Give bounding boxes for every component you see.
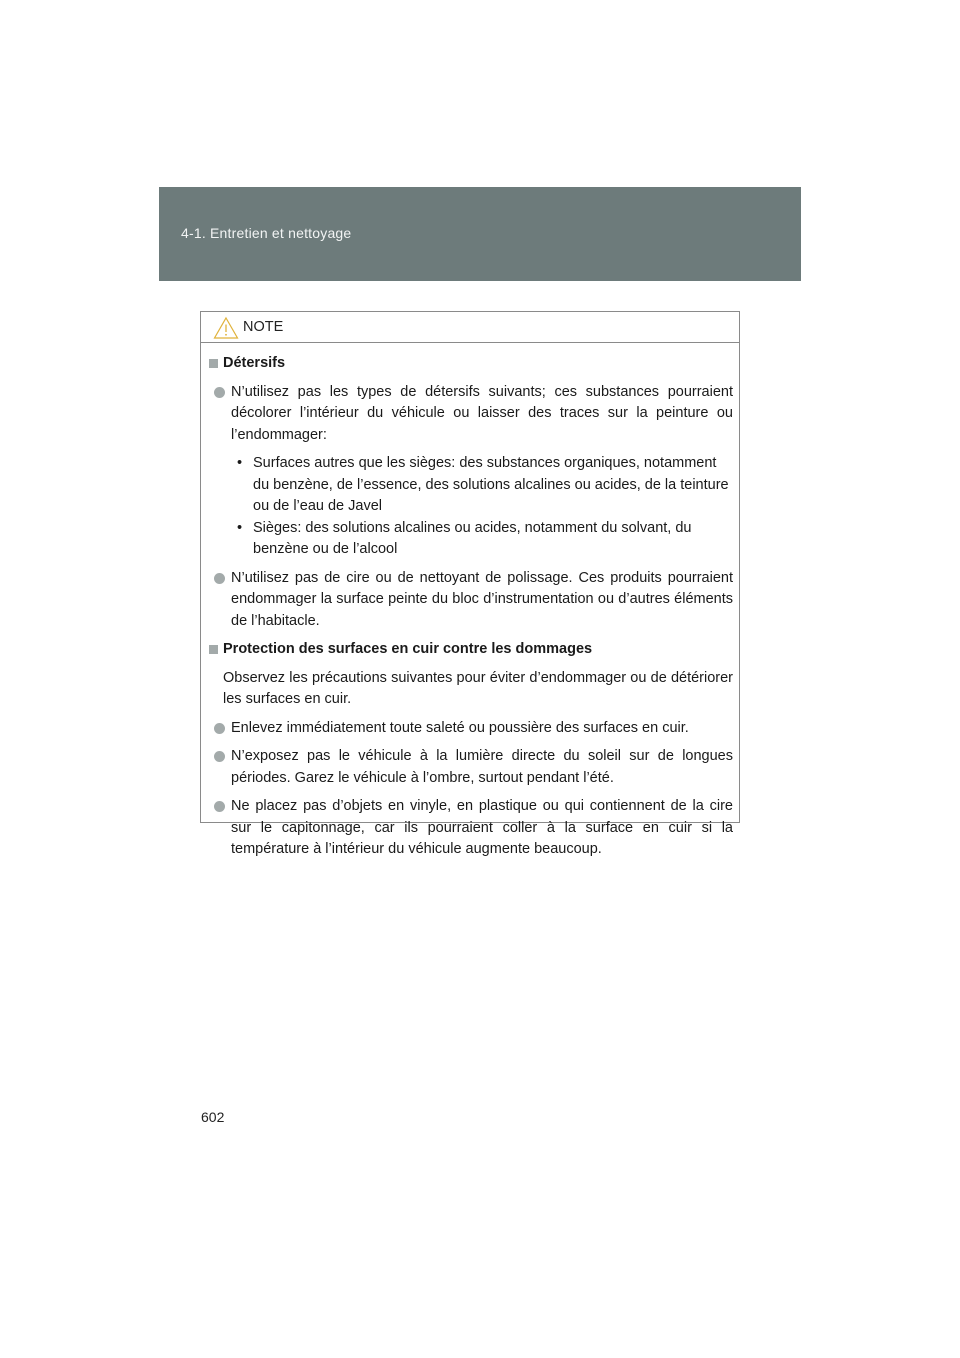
note-box	[200, 311, 740, 857]
round-bullet-icon	[214, 723, 225, 734]
section-heading-cuir: Protection des surfaces en cuir contre les dommages	[209, 639, 733, 661]
sub-list-item: • Surfaces autres que les sièges: des substances organiques, notamment du benzène, de l’essence, des solutions alcalines ou acides, de la teinture ou de l’eau de Javel	[237, 455, 729, 514]
bullet-dot-icon: •	[237, 455, 243, 471]
round-bullet-icon	[214, 387, 225, 398]
sub-list-item: • Sièges: des solutions alcalines ou acides, notamment du solvant, du benzène ou de l’alcool	[237, 519, 692, 557]
section-intro: Observez les précautions suivantes pour éviter d’endommager ou de détériorer les surfaces en cuir.	[223, 669, 733, 707]
note-header	[201, 312, 739, 343]
section-header	[159, 187, 801, 281]
list-item: N’exposez pas le véhicule à la lumière directe du soleil sur de longues périodes. Garez le véhicule à l’ombre, surtout pendant l’été.	[209, 746, 733, 789]
note-label: NOTE	[243, 319, 284, 335]
note-body	[201, 343, 739, 861]
square-bullet-icon	[209, 645, 218, 654]
list-item: N’utilisez pas les types de détersifs suivants; ces substances pourraient décolorer l’intérieur du véhicule ou laisser des traces sur la peinture ou l’endommager:	[209, 382, 733, 447]
section-title: 4-1. Entretien et nettoyage	[181, 225, 352, 241]
warning-triangle-icon	[213, 316, 239, 340]
list-item: Enlevez immédiatement toute saleté ou poussière des surfaces en cuir.	[209, 718, 733, 740]
list-item: N’utilisez pas de cire ou de nettoyant de polissage. Ces produits pourraient endommager la surface peinte du bloc d’instrumentation ou d’autres éléments de l’habitacle.	[209, 568, 733, 633]
round-bullet-icon	[214, 573, 225, 584]
round-bullet-icon	[214, 751, 225, 762]
square-bullet-icon	[209, 359, 218, 368]
round-bullet-icon	[214, 801, 225, 812]
section-heading-detersifs: Détersifs	[209, 353, 733, 375]
list-item: Ne placez pas d’objets en vinyle, en plastique ou qui contiennent de la cire sur le capitonnage, car ils pourraient coller à la surface en cuir si la température à l’intérieur du véhicule augmente beaucoup.	[209, 796, 733, 861]
page-number: 602	[201, 1109, 225, 1125]
bullet-dot-icon: •	[237, 519, 243, 536]
